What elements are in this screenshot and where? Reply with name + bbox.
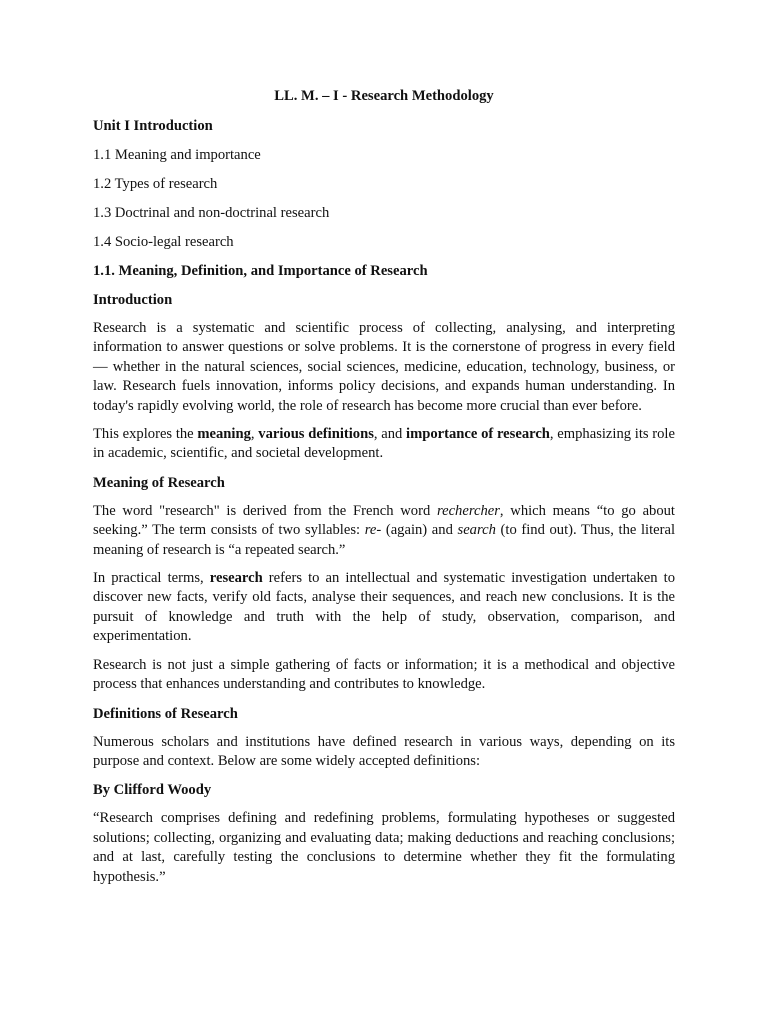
text-run: , which means “to go about seeking.” The term consists of two syllables: (93, 502, 675, 539)
text-run: The word "research" is derived from the French word (93, 502, 437, 519)
bold-term-research: research (209, 570, 263, 587)
italic-term-search: search (457, 522, 496, 539)
bold-term-meaning: meaning (197, 426, 251, 443)
meaning-paragraph-3: Research is not just a simple gathering of facts or information; it is a methodical and objective process that enhances understanding and contributes to knowledge. (93, 656, 675, 693)
italic-term-re: re- (364, 522, 382, 539)
introduction-paragraph-2 (93, 425, 675, 464)
text-run: (again) and (381, 522, 458, 539)
introduction-heading: Introduction (93, 292, 173, 308)
text-run: refers to an intellectual and systematic investigation undertaken to discover new facts, verify old facts, analyse their sequences, and reach new conclusions. It is the pursuit of knowledge and truth with the help of study, observation, comparison, and experimentation. (93, 570, 675, 645)
toc-item-3: 1.3 Doctrinal and non-doctrinal research (93, 205, 330, 221)
meaning-paragraph-2 (93, 569, 675, 647)
toc-item-1: 1.1 Meaning and importance (93, 147, 261, 163)
meaning-paragraph-1 (93, 502, 675, 560)
text-run: This explores the (93, 426, 198, 443)
toc-item-2: 1.2 Types of research (93, 176, 218, 192)
definitions-paragraph-1: Numerous scholars and institutions have defined research in various ways, depending on its purpose and context. Below are some widely accepted definitions: (93, 733, 675, 769)
woody-heading: By Clifford Woody (93, 782, 212, 799)
meaning-heading: Meaning of Research (93, 474, 225, 491)
bold-term-importance: importance of research (406, 426, 550, 443)
italic-term-rechercher: rechercher (436, 502, 500, 519)
woody-quote: “Research comprises defining and redefining problems, formulating hypotheses or suggested solutions; collecting, organizing and evaluating data; making deductions and reaching conclusions; and at last, carefully testing the conclusions to determine whether they fit the formulating hypothesis.” (93, 810, 675, 885)
toc-item-4: 1.4 Socio-legal research (93, 234, 234, 250)
text-run: , (250, 426, 259, 443)
section-heading: 1.1. Meaning, Definition, and Importance of Research (93, 263, 428, 279)
unit-heading: Unit I Introduction (93, 118, 213, 134)
definitions-heading: Definitions of Research (93, 705, 238, 722)
document-title: LL. M. – I - Research Methodology (274, 88, 494, 104)
text-run: , emphasizing its role in academic, scientific, and societal development. (93, 426, 675, 462)
text-run: , and (373, 426, 407, 443)
text-run: In practical terms, (93, 570, 210, 587)
bold-term-definitions: various definitions (258, 426, 374, 443)
text-run: (to find out). Thus, the literal meaning of research is “a repeated search.” (93, 522, 676, 558)
document-page (93, 85, 675, 896)
introduction-paragraph-1: Research is a systematic and scientific process of collecting, analysing, and interpreting information to answer questions or solve problems. It is the cornerstone of progress in every field — whether in the natural sciences, social sciences, medicine, education, technology, business, or law. Research fuels innovation, informs policy decisions, and expands human understanding. In today's rapidly evolving world, the role of research has become more crucial than ever before. (93, 320, 675, 414)
